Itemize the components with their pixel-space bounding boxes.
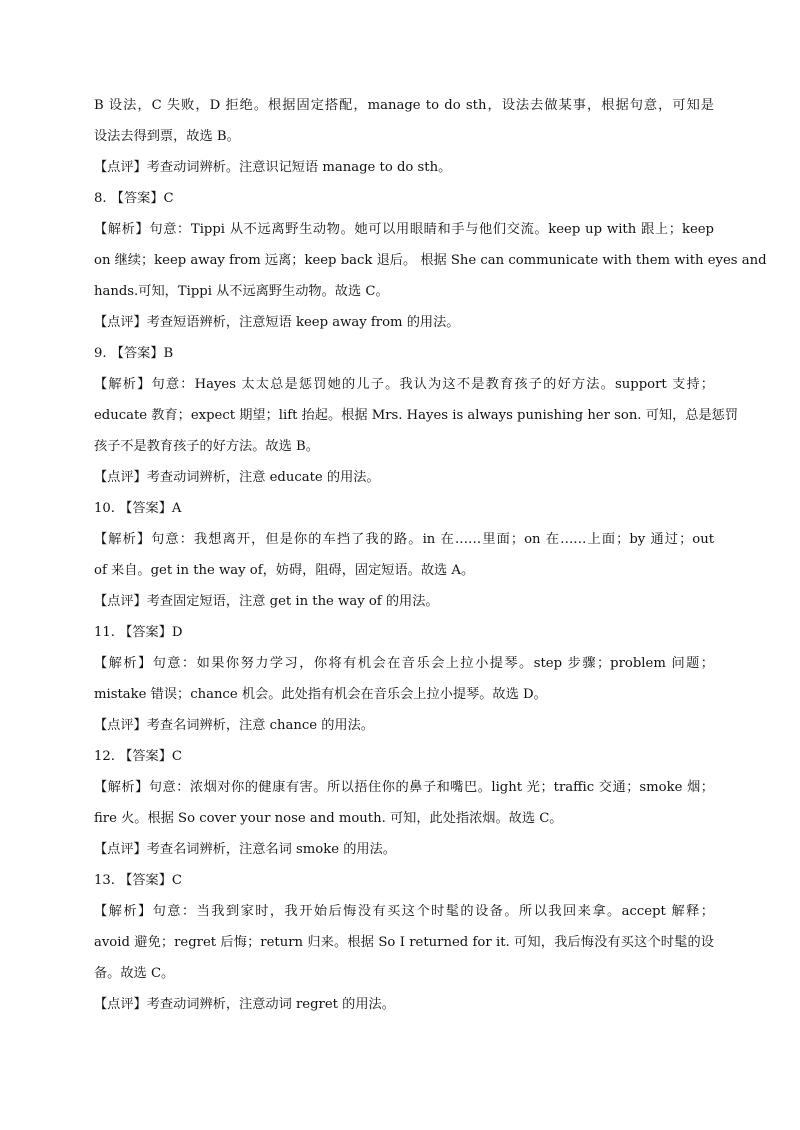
text-line: 【点评】考查名词辨析，注意 chance 的用法。 xyxy=(94,718,374,733)
text-line: avoid 避免；regret 后悔；return 归来。根据 So I returned for it. 可知，我后悔没有买这个时髦的设 xyxy=(94,935,714,950)
text-line: 【点评】考查动词辨析，注意 educate 的用法。 xyxy=(94,470,380,485)
text-line: hands.可知，Tippi 从不远离野生动物。故选 C。 xyxy=(94,284,389,299)
text-line: 【解析】句意：我想离开，但是你的车挡了我的路。in 在……里面；on 在……上面；by 通过；out xyxy=(94,532,714,547)
text-line: 【解析】句意：如果你努力学习，你将有机会在音乐会上拉小提琴。step 步骤；problem 问题； xyxy=(94,656,714,671)
text-line: 【解析】句意：Tippi 从不远离野生动物。她可以用眼睛和手与他们交流。keep up with 跟上；keep xyxy=(94,222,714,237)
text-line: 【点评】考查动词辨析，注意动词 regret 的用法。 xyxy=(94,997,395,1012)
text-line: 【点评】考查短语辨析，注意短语 keep away from 的用法。 xyxy=(94,315,460,330)
text-line: 孩子不是教育孩子的好方法。故选 B。 xyxy=(94,439,319,454)
text-line: 11. 【答案】D xyxy=(94,625,183,640)
text-line: 【解析】句意：Hayes 太太总是惩罚她的儿子。我认为这不是教育孩子的好方法。support 支持； xyxy=(94,377,714,392)
text-line: 【点评】考查动词辨析。注意识记短语 manage to do sth。 xyxy=(94,160,452,175)
text-line: fire 火。根据 So cover your nose and mouth. 可知，此处指浓烟。故选 C。 xyxy=(94,811,563,826)
text-line: 【解析】句意：当我到家时，我开始后悔没有买这个时髦的设备。所以我回来拿。accept 解释； xyxy=(94,904,714,919)
text-line: 备。故选 C。 xyxy=(94,966,175,981)
text-line: B 设法，C 失败，D 拒绝。根据固定搭配，manage to do sth，设法去做某事，根据句意，可知是 xyxy=(94,98,714,113)
text-line: of 来自。get in the way of，妨碍，阻碍，固定短语。故选 A。 xyxy=(94,563,475,578)
text-line: 12. 【答案】C xyxy=(94,749,183,764)
text-line: 【点评】考查名词辨析，注意名词 smoke 的用法。 xyxy=(94,842,396,857)
text-line: 【解析】句意：浓烟对你的健康有害。所以捂住你的鼻子和嘴巴。light 光；traffic 交通；smoke 烟； xyxy=(94,780,714,795)
text-line: 设法去得到票，故选 B。 xyxy=(94,129,240,144)
text-line: mistake 错误；chance 机会。此处指有机会在音乐会上拉小提琴。故选 D。 xyxy=(94,687,547,702)
text-line: on 继续；keep away from 远离；keep back 退后。 根据 She can communicate with them with eyes and xyxy=(94,253,767,268)
text-line: 9. 【答案】B xyxy=(94,346,174,361)
text-line: 8. 【答案】C xyxy=(94,191,174,206)
text-line: 13. 【答案】C xyxy=(94,873,183,888)
text-line: educate 教育；expect 期望；lift 抬起。根据 Mrs. Hayes is always punishing her son. 可知，总是惩罚 xyxy=(94,408,739,423)
text-line: 【点评】考查固定短语，注意 get in the way of 的用法。 xyxy=(94,594,439,609)
text-line: 10. 【答案】A xyxy=(94,501,182,516)
